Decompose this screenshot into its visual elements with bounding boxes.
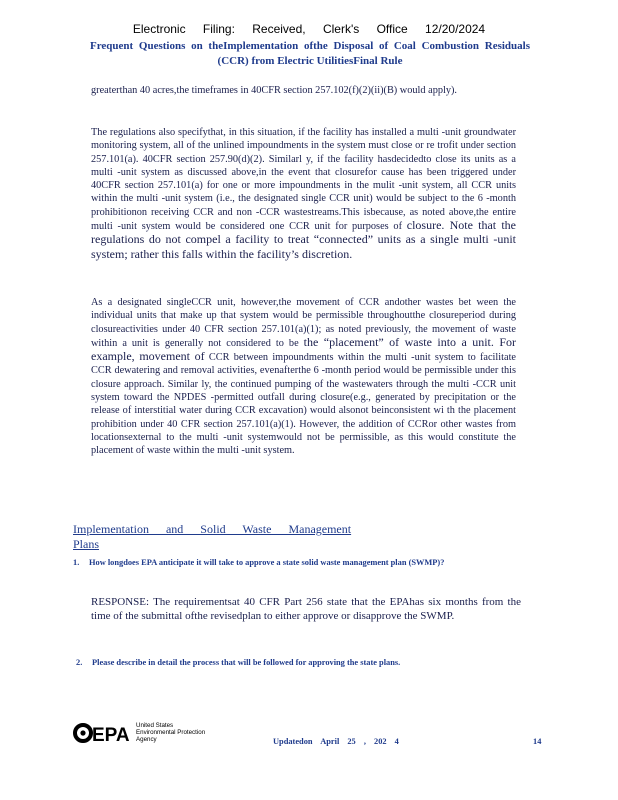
- p2-text-b: CCR between impoundments within the multi -unit system to facilitate CCR dewatering and removal activities, evenafterthe 6 -month period would be permissible under this closure approach. Similar ly, the continued pumping of the wastewaters through the multi -CCR unit system toward the NPDES -permitted outfall during closure(e.g., generated by precipitation or the release of interstitial water during CCR excavation) would alsonot beinconsistent wi th the placement prohibition under 40 CFR section 257.101(a)(1). However, the addition of CCRor other wastes from locationsexternal to the multi -unit systemwould not be permissible, as this would constitute the placement of waste within the multi -unit system.: [91, 352, 516, 457]
- logo-line-1: United States: [136, 722, 174, 729]
- question-text: Please describe in detail the process that will be followed for approving the state plans.: [92, 658, 401, 667]
- body-paragraph-2: [91, 296, 516, 458]
- question-text: How longdoes EPA anticipate it will take to approve a state solid waste management plan (SWMP)?: [89, 558, 445, 567]
- p1-normal-text: The regulations also specifythat, in this situation, if the facility has installed a multi -unit groundwater monitoring system, all of the unlined impoundments in the system must close or re trofit under section 257.101(a). 40CFR section 257.90(d)(2). Similarl y, if the facility hasdecidedto close its units as a multi -unit system as discussed above,in the event that closurefor cause has been triggered under 40CFR section 257.101(a) for one or more impoundments in the mulit -unit system, all CCR units within the multi -unit system (i.e., the designated single CCR unit) would be subject to the 6 -month prohibitionon receiving CCR and non -CCR wastestreams.This isbecause, as noted above,the entire multi -unit system would be considered one CCR unit for purposes of: [91, 127, 516, 233]
- body-paragraph-0: greaterthan 40 acres,the timeframes in 40CFR section 257.102(f)(2)(ii)(B) would apply).: [91, 85, 458, 96]
- question-number: 2.: [76, 658, 83, 667]
- p2-text-a: As a designated singleCCR unit, however,the movement of CCR andother wastes bet ween the individual units that make up that system would be permissible throughoutthe closureperiod during closureactivities under 40 CFR section 257.101(a)(1); as noted previously, the movement of waste within a unit is generally not considered to be: [91, 297, 516, 349]
- page-number: 14: [533, 737, 542, 746]
- section-heading: Implementation and Solid Waste Management Plans: [73, 522, 352, 551]
- p2-large-text: the “placement” of waste into a unit. For example, movement of: [91, 334, 516, 364]
- response-paragraph: RESPONSE: The requirementsat 40 CFR Part 256 state that the EPAhas six months from the time of the submittal ofthe revisedplan to either approve or disapprove the SWMP.: [91, 596, 521, 622]
- epa-logo: [72, 718, 206, 748]
- footer-updated-date: Updatedon April 25 , 202 4: [273, 737, 399, 746]
- filing-stamp: Electronic Filing: Received, Clerk's Office 12/20/2024: [132, 22, 486, 36]
- logo-line-3: Agency: [136, 736, 157, 743]
- document-title: Frequent Questions on theImplementation ofthe Disposal of Coal Combustion Residuals (CCR) from Electric UtilitiesFinal Rule: [90, 40, 530, 67]
- p1-large-text: closure. Note that the regulations do not compel a facility to treat “connected” units as a single multi -unit system; rather this falls within the facility’s discretion.: [91, 218, 516, 261]
- epa-flower-icon: [75, 725, 91, 741]
- logo-line-2: Environmental Protection: [136, 729, 206, 736]
- logo-wordmark: EPA: [92, 725, 130, 746]
- question-number: 1.: [73, 558, 80, 567]
- body-paragraph-1: [91, 126, 516, 262]
